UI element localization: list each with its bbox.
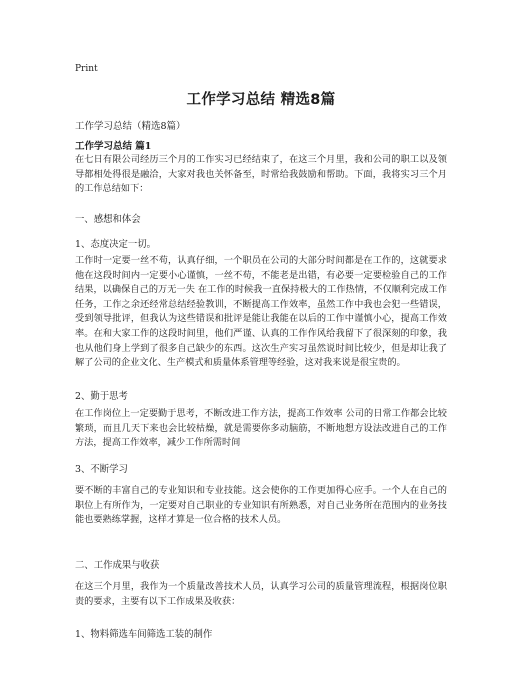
heading-material: 1、物料筛选车间筛选工装的制作 [75,629,213,640]
heading-results: 二、工作成果与收获 [75,560,160,571]
document-subtitle: 工作学习总结（精选8篇） [75,121,186,132]
section-heading: 工作学习总结 篇1 [75,141,152,152]
heading-thinking: 2、勤于思考 [75,391,128,402]
intro-paragraph: 在七日有限公司经历三个月的工作实习已经结束了，在这三个月里，我和公司的职工以及领导都相处得很是融洽，大家对我也关怀备至，时常给我鼓励和帮助。下面，我将实习三个月的工作总结如下： [75,154,447,195]
print-link[interactable]: Print [75,64,98,74]
heading-learning: 3、不断学习 [75,464,128,475]
thinking-paragraph: 在工作岗位上一定要勤于思考，不断改进工作方法，提高工作效率 公司的日常工作都会比较繁琐，而且几天下来也会比较枯燥，就是需要你多动脑筋，不断地想方设法改进自己的工作方法，提高工作效率，减少工作所需时间 [75,408,447,449]
heading-feelings: 一、感想和体会 [75,214,141,225]
heading-attitude: 1、态度决定一切。 [75,239,156,250]
results-paragraph: 在这三个月里，我作为一个质量改善技术人员，认真学习公司的质量管理流程，根据岗位职责的要求，主要有以下工作成果及收获： [75,581,447,607]
learning-paragraph: 要不断的丰富自己的专业知识和专业技能。这会使你的工作更加得心应手。一个人在自己的职位上有所作为，一定要对自己职业的专业知识有所熟悉，对自己业务所在范围内的业务技能也要熟练掌握，这样才算是一位合格的技术人员。 [75,485,447,526]
document-title: 工作学习总结 精选8篇 [186,92,336,108]
attitude-paragraph: 工作时一定要一丝不苟，认真仔细，一个职员在公司的大部分时间都是在工作的，这就要求他在这段时间内一定要小心谨慎，一丝不苟，不能老是出错，有必要一定要检验自己的工作结果，以确保自己的万无一失 在工作的时候我一直保持极大的工作热情，不仅顺利完成工作任务，工作之余还经常总结经验教训，不断提高工作效率，虽然工作中我也会犯一些错误，受到领导批评，但我认为这些错误和批评是能让我能在以后的工作中谨慎小心，提高工作效率。在和大家工作的这段时间里，他们严谨、认真的工作作风给我留下了很深刻的印象，我也从他们身上学到了很多自己缺少的东西。这次生产实习虽然说时间比较少，但是却让我了解了公司的企业文化、生产模式和质量体系管理等经验，这对我来说是很宝贵的。 [75,255,447,369]
